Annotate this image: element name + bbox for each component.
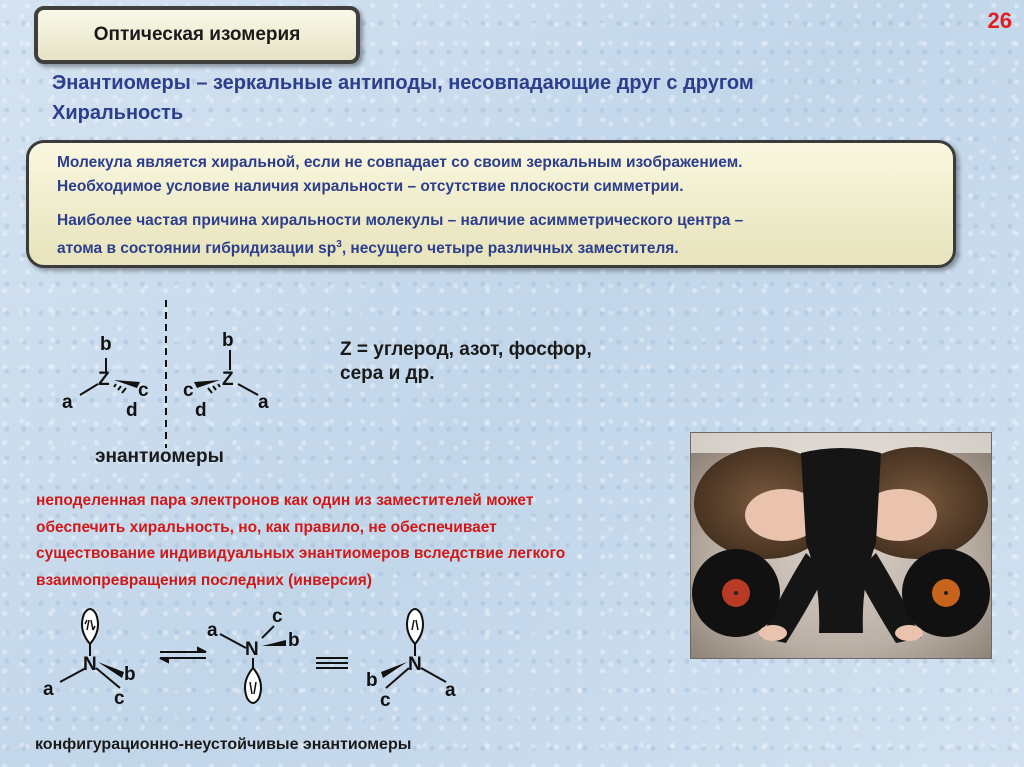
hash-right-d bbox=[208, 384, 220, 393]
mirror-image-photo bbox=[690, 432, 992, 659]
note-line-4: взаимопревращения последних (инверсия) bbox=[36, 571, 372, 589]
s1-c: c bbox=[114, 688, 125, 709]
note-line-2: обеспечить хиральность, но, как правило, не обеспечивает bbox=[36, 518, 497, 536]
s2-b: b bbox=[288, 630, 300, 651]
left-sub-c: c bbox=[138, 380, 149, 401]
configurational-enantiomers-label: конфигурационно-неустойчивые энантиомеры bbox=[35, 736, 412, 753]
right-sub-a: a bbox=[258, 392, 269, 413]
left-center-z: Z bbox=[98, 369, 110, 390]
amine-structure-2 bbox=[207, 606, 300, 703]
z-line-2: сера и др. bbox=[340, 363, 435, 384]
heading-line-1: Энантиомеры – зеркальные антиподы, несовпадающие друг с другом bbox=[52, 72, 754, 94]
lone-pair-orbital-down bbox=[245, 668, 261, 703]
equilibrium-arrows bbox=[160, 648, 206, 662]
lone-pair-note bbox=[36, 488, 686, 594]
z-line-1: Z = углерод, азот, фосфор, bbox=[340, 339, 592, 360]
left-sub-d: d bbox=[126, 400, 138, 421]
bond-left-a bbox=[80, 384, 98, 395]
definition-line-4-end: , несущего четыре различных заместителя. bbox=[341, 240, 679, 258]
definition-line-4 bbox=[57, 233, 933, 261]
definition-line-4-text: атома в состоянии гибридизации sp bbox=[57, 240, 337, 258]
s2-c: c bbox=[272, 606, 283, 627]
s2-a: a bbox=[207, 620, 218, 641]
right-sub-c: c bbox=[183, 380, 194, 401]
s3-a: a bbox=[445, 680, 456, 701]
s1-b: b bbox=[124, 664, 136, 685]
amine-structure-1 bbox=[43, 609, 136, 709]
wedge-left-c bbox=[114, 380, 140, 388]
page-number: 26 bbox=[987, 8, 1012, 33]
left-sub-b: b bbox=[100, 334, 112, 355]
note-line-3: существование индивидуальных энантиомеров вследствие легкого bbox=[36, 545, 566, 562]
s3-n: N bbox=[408, 654, 422, 675]
amine-structure-3 bbox=[366, 609, 456, 711]
right-center-z: Z bbox=[222, 369, 234, 390]
bond-right-a bbox=[238, 384, 258, 395]
s1-n: N bbox=[83, 654, 97, 675]
z-definition bbox=[340, 338, 700, 386]
note-line-1: неподеленная пара электронов как один из заместителей может bbox=[36, 492, 534, 509]
wedge-right-c bbox=[194, 380, 220, 388]
heading-line-2: Хиральность bbox=[52, 102, 184, 124]
left-sub-a: a bbox=[62, 392, 73, 413]
definition-line-2: Необходимое условие наличия хиральности – отсутствие плоскости симметрии. bbox=[57, 178, 684, 195]
definition-line-1: Молекула является хиральной, если не совпадает со своим зеркальным изображением. bbox=[57, 154, 743, 171]
s3-b: b bbox=[366, 670, 378, 691]
enantiomers-label: энантиомеры bbox=[95, 446, 224, 467]
enantiomer-structures bbox=[40, 298, 300, 448]
definition-line-3: Наиболее частая причина хиральности молекулы – наличие асимметрического центра – bbox=[57, 212, 744, 229]
identity-sign bbox=[316, 658, 348, 668]
right-sub-d: d bbox=[195, 400, 207, 421]
nitrogen-inversion bbox=[40, 600, 510, 735]
heading bbox=[52, 68, 992, 128]
superscript-3: 3 bbox=[336, 239, 342, 250]
lone-pair-orbital bbox=[82, 609, 98, 644]
s2-n: N bbox=[245, 639, 259, 660]
definition-box bbox=[26, 140, 956, 268]
slide-title: Оптическая изомерия bbox=[34, 6, 360, 64]
hash-left-d bbox=[114, 384, 126, 393]
s3-c: c bbox=[380, 690, 391, 711]
s1-a: a bbox=[43, 679, 54, 700]
right-sub-b: b bbox=[222, 330, 234, 351]
lone-pair-orbital-3 bbox=[407, 609, 423, 644]
